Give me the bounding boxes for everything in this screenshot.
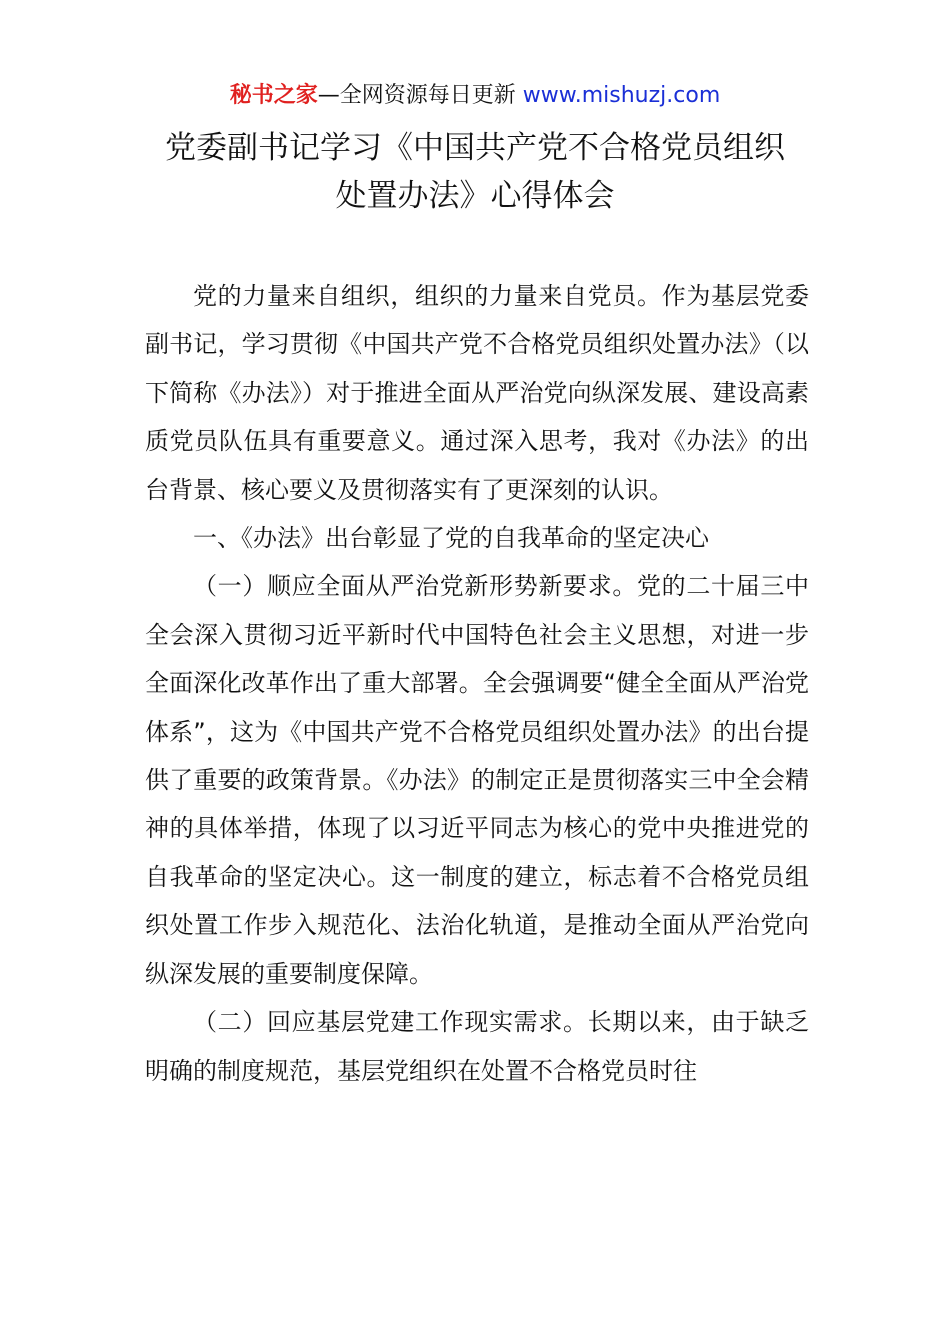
document-body (145, 272, 809, 1095)
header-tagline: —全网资源每日更新 (317, 83, 523, 108)
intro-paragraph: 党的力量来自组织，组织的力量来自党员。作为基层党委副书记，学习贯彻《中国共产党不合格党员组织处置办法》（以下简称《办法》）对于推进全面从严治党向纵深发展、建设高素质党员队伍具有重要意义。通过深入思考，我对《办法》的出台背景、核心要义及贯彻落实有了更深刻的认识。 (145, 282, 809, 504)
title-line-1: 党委副书记学习《中国共产党不合格党员组织 (165, 130, 785, 166)
title-line-2: 处置办法》心得体会 (335, 178, 615, 214)
section-heading-1: 一、《办法》出台彰显了党的自我革命的坚定决心 (193, 524, 709, 553)
document-title (0, 124, 950, 220)
subsection-paragraph-1: （一）顺应全面从严治党新形势新要求。党的二十届三中全会深入贯彻习近平新时代中国特色社会主义思想，对进一步全面深化改革作出了重大部署。全会强调要“健全全面从严治党体系”，这为《中国共产党不合格党员组织处置办法》的出台提供了重要的政策背景。《办法》的制定正是贯彻落实三中全会精神的具体举措，体现了以习近平同志为核心的党中央推进党的自我革命的坚定决心。这一制度的建立，标志着不合格党员组织处置工作步入规范化、法治化轨道，是推动全面从严治党向纵深发展的重要制度保障。 (145, 572, 809, 988)
site-header (0, 80, 950, 112)
subsection-paragraph-2: （二）回应基层党建工作现实需求。长期以来，由于缺乏明确的制度规范，基层党组织在处置不合格党员时往 (145, 1008, 809, 1085)
brand-name: 秘书之家 (229, 83, 318, 108)
site-url-link[interactable]: www.mishuzj.com (522, 83, 721, 108)
